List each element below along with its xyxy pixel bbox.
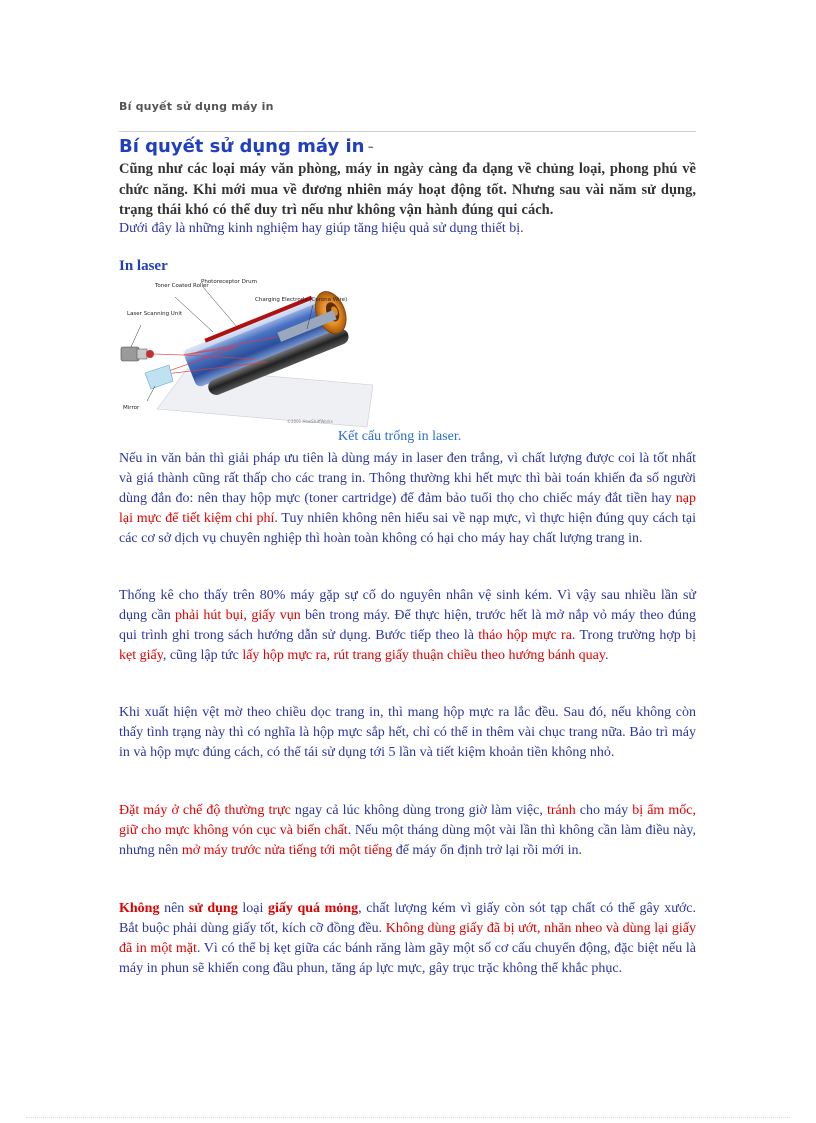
- p5-highlight-dont: Không: [119, 901, 160, 916]
- p2-text-g: , cũng lập tức: [162, 648, 243, 663]
- label-drum: Photoreceptor Drum: [201, 279, 257, 285]
- p2-text-e: . Trong trường hợp bị: [571, 628, 697, 643]
- p2-text-c: bên trong máy. Để thực hiện, trước hết là mở nắp vỏ máy theo đúng qui trình ghi trong sách hướng dẫn sử dụng. Bước tiếp theo là: [119, 608, 696, 643]
- paragraph-5: [119, 899, 696, 979]
- p2-highlight-jam: kẹt giấy: [119, 648, 163, 663]
- p2-highlight-pull-paper: lấy hộp mực ra, rút trang giấy thuận chiều theo hướng bánh quay: [242, 648, 605, 663]
- paragraph-4: [119, 801, 696, 861]
- figure-credit: ©2001 HowStuffWorks: [287, 419, 333, 424]
- label-electrode: Charging Electrode (Corona Wire): [255, 297, 348, 303]
- laser-drum-illustration: [117, 277, 373, 429]
- page-title-text: Bí quyết sử dụng máy in: [119, 136, 365, 157]
- p1-highlight-refill: nạp lại mực để tiết kiệm chi phí: [119, 491, 696, 526]
- p5-text-h: . Vì có thể bị kẹt giữa các bánh răng làm gãy một số cơ cấu chuyển động, đặc biệt nếu là máy in phun sẽ khiến cong đầu phun, tăng áp lực mực, gây trục trặc không thể khắc phục.: [119, 941, 696, 976]
- header-divider: [119, 131, 696, 132]
- paragraph-2: [119, 586, 696, 666]
- p4-highlight-mold: bị ẩm mốc, giữ cho mực không vón cục và biến chất: [119, 803, 696, 838]
- label-laser-unit: Laser Scanning Unit: [127, 311, 182, 317]
- paragraph-1: [119, 449, 696, 549]
- intro-bold-paragraph: Cũng như các loại máy văn phòng, máy in ngày càng đa dạng về chủng loại, phong phú về chức năng. Khi mới mua về đương nhiên máy hoạt động tốt. Nhưng sau vài năm sử dụng, trạng thái khó có thể duy trì nếu như không vận hành đúng qui cách.: [119, 161, 696, 218]
- p4-text-d: cho máy: [575, 803, 633, 818]
- p4-highlight-warmup: mở máy trước nửa tiếng tới một tiếng: [181, 843, 393, 858]
- p5-text-f: , chất lượng kém vì giấy còn sót tạp chất có thể gây xước. Bắt buộc phải dùng giấy tốt, kích cỡ đồng đều.: [119, 901, 696, 936]
- p5-highlight-use: sử dụng: [188, 901, 238, 916]
- p4-highlight-standby: Đặt máy ở chế độ thường trực: [119, 803, 291, 818]
- page-bottom-rule: [26, 1117, 790, 1118]
- p1-text-c: . Tuy nhiên không nên hiểu sai về nạp mực, vì thực hiện đúng quy cách tại các cơ sở dịch vụ chuyên nghiệp thì hoàn toàn không có hại cho máy hay chất lượng trang in.: [119, 511, 696, 546]
- p4-highlight-avoid: tránh: [546, 803, 576, 818]
- title-suffix: -: [367, 136, 374, 157]
- paragraph-3: Khi xuất hiện vệt mờ theo chiều dọc trang in, thì mang hộp mực ra lắc đều. Sau đó, nếu không còn thấy tình trạng này thì có nghĩa là hộp mực sắp hết, chỉ có thể in thêm vài chục trang nữa. Bảo trì máy in và hộp mực đúng cách, có thể tái sử dụng tới 5 lần và tiết kiệm khoản tiền không nhỏ.: [119, 705, 696, 760]
- mirror: [145, 365, 173, 389]
- p2-highlight-dust: phải hút bụi, giấy vụn: [175, 608, 301, 623]
- p2-highlight-remove-cartridge: tháo hộp mực ra: [478, 628, 572, 643]
- p5-highlight-wet-paper: Không dùng giấy đã bị ướt, nhăn nheo và dùng lại giấy đã in một mặt: [119, 921, 697, 956]
- paper-sheet: [157, 369, 373, 427]
- p2-text-i: .: [604, 648, 609, 663]
- p5-highlight-thin-paper: giấy quá mỏng: [267, 901, 359, 916]
- label-mirror: Mirror: [123, 405, 140, 411]
- section-title-in-laser: In laser: [119, 258, 168, 274]
- page-title: [119, 136, 374, 157]
- p4-text-f: . Nếu một tháng dùng một vài lần thì không cần làm điều này, nhưng nên: [119, 823, 696, 858]
- laser-scanning-unit: [121, 347, 154, 361]
- p2-text-a: Thống kê cho thấy trên 80% máy gặp sự cố do nguyên nhân vệ sinh kém. Vì vậy sau nhiều lần sử dụng cần: [119, 588, 696, 623]
- p5-text-d: loại: [237, 901, 268, 916]
- p1-text-a: Nếu in văn bản thì giải pháp ưu tiên là dùng máy in laser đen trắng, vì chất lượng được coi là tốt nhất và giá thành cũng rất thấp cho các trang in. Thông thường khi hết mực thì bài toán khiến đa số người dùng đắn đo: nên thay hộp mực (toner cartridge) để đảm bảo tuổi thọ cho chiếc máy đắt tiền hay: [119, 451, 696, 506]
- p4-text-h: để máy ổn định trở lại rồi mới in.: [392, 843, 582, 858]
- label-toner: Toner Coated Roller: [155, 283, 209, 289]
- p4-text-b: ngay cả lúc không dùng trong giờ làm việc,: [290, 803, 547, 818]
- breadcrumb: Bí quyết sử dụng máy in: [119, 100, 274, 113]
- p5-text-b: nên: [159, 901, 189, 916]
- figure-caption: Kết cấu trống in laser.: [338, 429, 462, 444]
- intro-paragraph: Dưới đây là những kinh nghiệm hay giúp tăng hiệu quả sử dụng thiết bị.: [119, 221, 524, 236]
